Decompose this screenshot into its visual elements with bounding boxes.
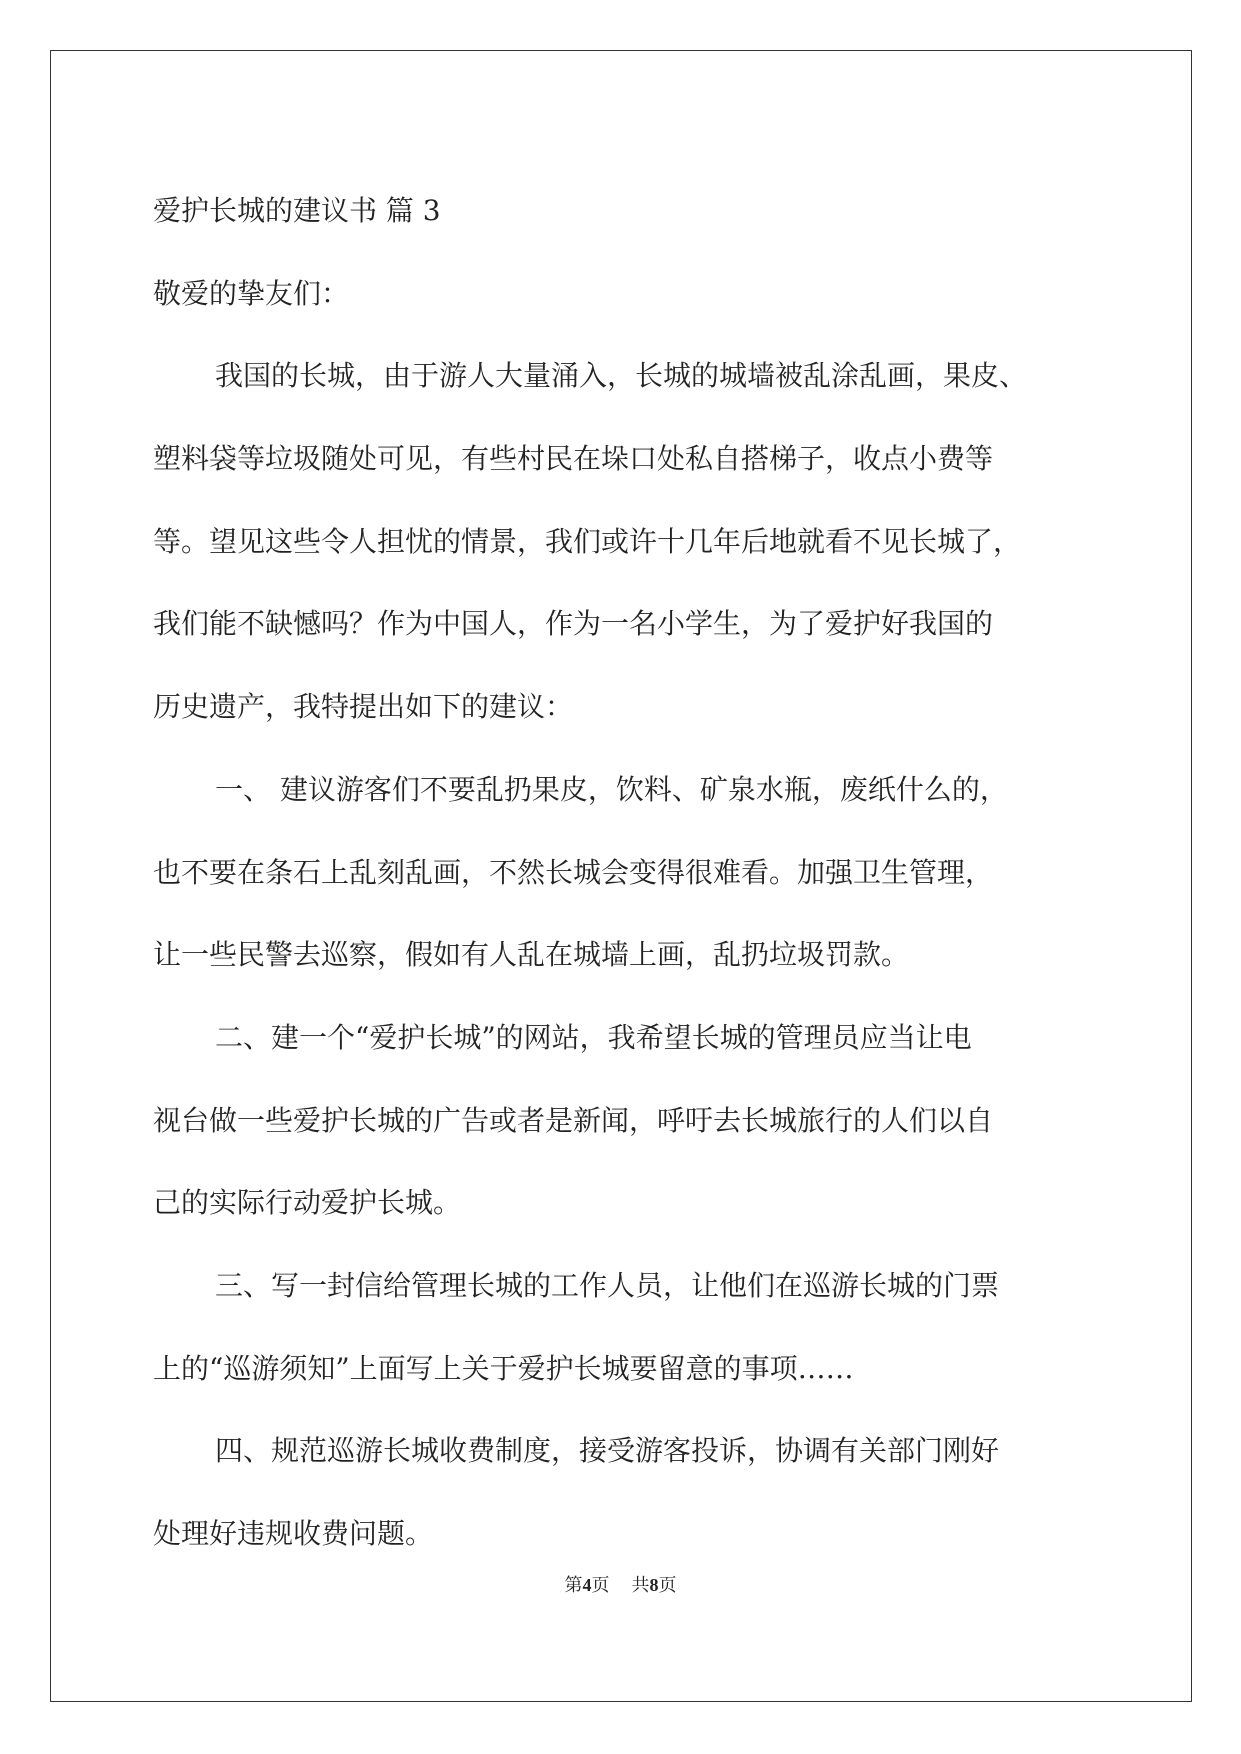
paragraph-line: 视台做一些爱护长城的广告或者是新闻，呼吁去长城旅行的人们以自 xyxy=(153,1103,994,1137)
total-suffix: 页 xyxy=(658,1575,677,1596)
paragraph-line: 等。望见这些令人担忧的情景，我们或许十几年后地就看不见长城了， xyxy=(153,524,1022,558)
page-current: 4 xyxy=(582,1575,592,1595)
paragraph-line: 我国的长城，由于游人大量涌入，长城的城墙被乱涂乱画，果皮、 xyxy=(215,359,1028,393)
paragraph-line: 历史遗产，我特提出如下的建议： xyxy=(153,690,574,724)
document-title: 爱护长城的建议书 篇 3 xyxy=(153,194,441,227)
paragraph-line: 我们能不缺憾吗？作为中国人，作为一名小学生，为了爱护好我国的 xyxy=(153,607,994,641)
paragraph-line: 一、 建议游客们不要乱扔果皮，饮料、矿泉水瓶，废纸什么的， xyxy=(215,772,1008,806)
salutation: 敬爱的挚友们： xyxy=(153,276,350,310)
page-mid: 页 xyxy=(591,1575,610,1596)
paragraph-line: 上的“巡游须知”上面写上关于爱护长城要留意的事项…… xyxy=(153,1351,854,1385)
paragraph-line: 三、写一封信给管理长城的工作人员，让他们在巡游长城的门票 xyxy=(215,1268,1000,1302)
paragraph-line: 处理好违规收费问题。 xyxy=(153,1517,434,1550)
paragraph-line: 二、建一个“爱护长城”的网站，我希望长城的管理员应当让电 xyxy=(215,1020,972,1054)
page-total: 8 xyxy=(649,1575,659,1595)
paragraph-line: 也不要在条石上乱刻乱画，不然长城会变得很难看。加强卫生管理， xyxy=(153,855,994,889)
total-prefix: 共 xyxy=(631,1575,650,1596)
paragraph-line: 己的实际行动爱护长城。 xyxy=(153,1186,462,1220)
paragraph-line: 四、规范巡游长城收费制度，接受游客投诉，协调有关部门刚好 xyxy=(215,1434,1000,1468)
document-body xyxy=(153,170,1093,1576)
paragraph-line: 塑料袋等垃圾随处可见，有些村民在垛口处私自搭梯子，收点小费等 xyxy=(153,442,994,476)
page-footer xyxy=(0,1571,1241,1597)
page-prefix: 第 xyxy=(564,1575,583,1596)
paragraph-line: 让一些民警去巡察，假如有人乱在城墙上画，乱扔垃圾罚款。 xyxy=(153,938,910,972)
